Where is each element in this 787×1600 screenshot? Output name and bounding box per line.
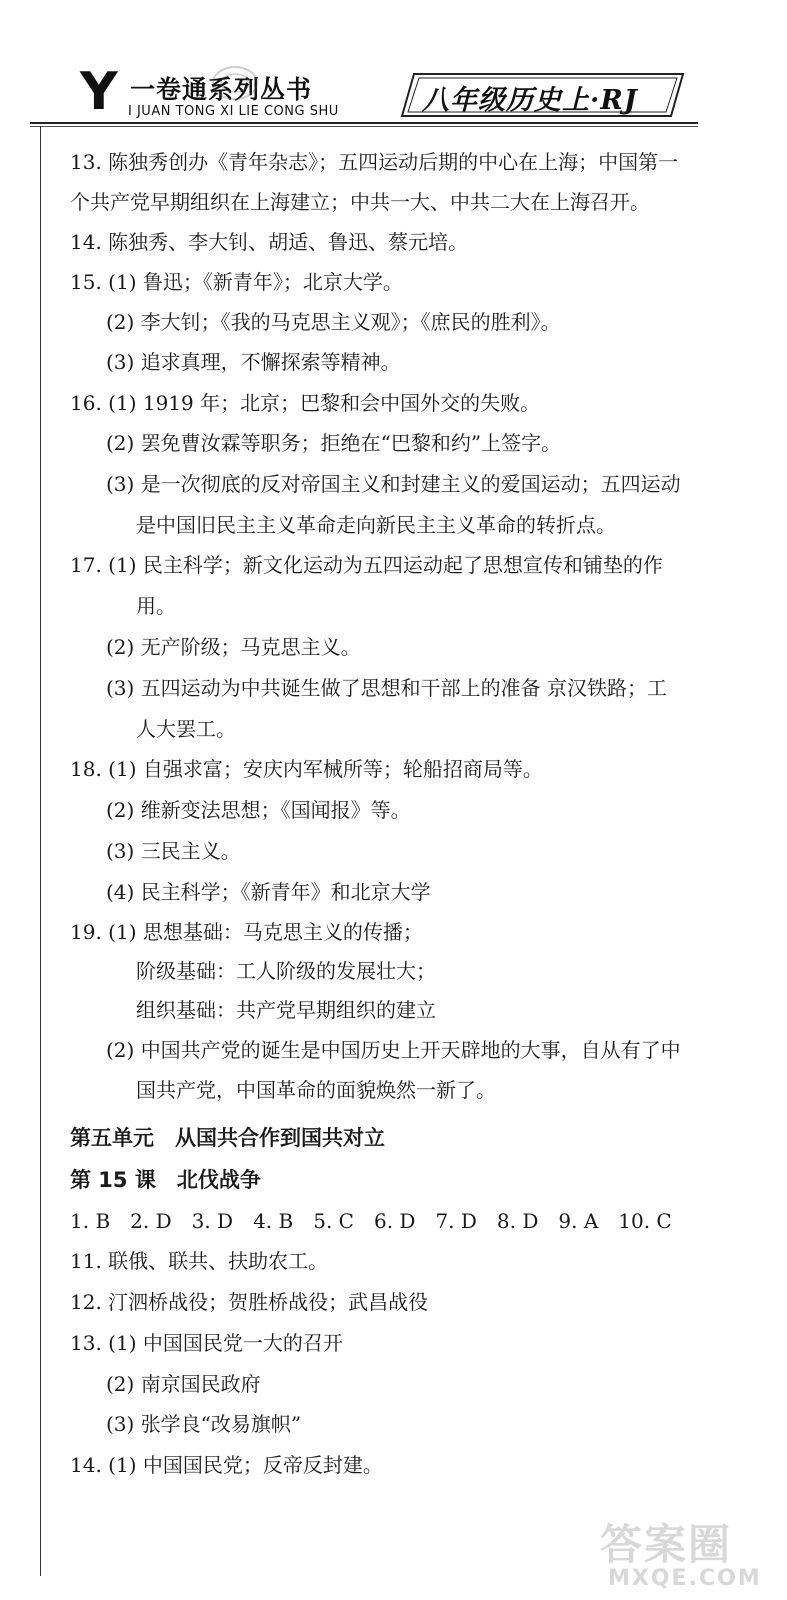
site-watermark [600, 1512, 770, 1592]
answer-line: 人大罢工。 [136, 717, 236, 741]
answer-line: 阶级基础：工人阶级的发展壮大； [136, 959, 436, 983]
left-margin-rule [40, 126, 41, 1576]
answer-line: 国共产党，中国革命的面貌焕然一新了。 [136, 1078, 496, 1102]
answer-line: 14. (1) 中国国民党；反帝反封建。 [70, 1453, 383, 1477]
answer-line: 用。 [136, 594, 176, 618]
answer-line: (3) 五四运动为中共诞生做了思想和干部上的准备 京汉铁路；工 [106, 676, 668, 700]
answer-line: (3) 三民主义。 [106, 839, 241, 863]
answer-line: (2) 无产阶级；马克思主义。 [106, 635, 361, 659]
answer-line: (2) 南京国民政府 [106, 1372, 261, 1396]
answer-line: (2) 罢免曹汝霖等职务；拒绝在“巴黎和约”上签字。 [106, 431, 562, 455]
watermark-logo-text: 答案圈 [600, 1520, 733, 1569]
answer-line: (3) 张学良“改易旗帜” [106, 1412, 302, 1436]
series-title: 一卷通系列丛书 [130, 75, 313, 104]
watermark-domain-text: MXQE.COM [608, 1566, 762, 1591]
seal-icon [210, 64, 260, 102]
answer-line: (2) 李大钊；《我的马克思主义观》；《庶民的胜利》。 [106, 310, 561, 334]
answer-line: 组织基础：共产党早期组织的建立 [136, 998, 436, 1022]
page-header [0, 0, 787, 128]
answer-line: (3) 追求真理，不懈探索等精神。 [106, 350, 401, 374]
header-rule [30, 122, 698, 124]
series-logo-letter: Y [80, 62, 118, 122]
answer-line: 13. (1) 中国国民党一大的召开 [70, 1331, 343, 1355]
answer-line: 18. (1) 自强求富；安庆内军械所等；轮船招商局等。 [70, 757, 543, 781]
grade-label-box [400, 72, 685, 118]
answer-line: 个共产党早期组织在上海建立；中共一大、中共二大在上海召开。 [70, 190, 650, 214]
section-heading: 第 15 课 北伐战争 [70, 1168, 261, 1192]
answer-line: (2) 中国共产党的诞生是中国历史上开天辟地的大事，自从有了中 [106, 1038, 681, 1062]
answer-line: 13. 陈独秀创办《青年杂志》；五四运动后期的中心在上海；中国第一 [70, 150, 679, 174]
grade-label: 八年级历史上·RJ [422, 85, 638, 116]
answer-line: 11. 联俄、联共、扶助农工。 [70, 1249, 329, 1273]
answer-line: 12. 汀泗桥战役；贺胜桥战役；武昌战役 [70, 1290, 429, 1314]
answer-line: 19. (1) 思想基础：马克思主义的传播； [70, 920, 423, 944]
answer-line: (4) 民主科学；《新青年》和北京大学 [106, 880, 431, 904]
section-heading: 第五单元 从国共合作到国共对立 [70, 1126, 385, 1150]
answer-line: 1. B 2. D 3. D 4. B 5. C 6. D 7. D 8. D 9. A 10. C [70, 1209, 672, 1233]
answer-line: 17. (1) 民主科学；新文化运动为五四运动起了思想宣传和铺垫的作 [70, 553, 663, 577]
answer-line: 是中国旧民主主义革命走向新民主主义革命的转折点。 [136, 513, 616, 537]
answer-line: 16. (1) 1919 年；北京；巴黎和会中国外交的失败。 [70, 391, 541, 415]
answer-line: (2) 维新变法思想；《国闻报》等。 [106, 798, 411, 822]
series-pinyin: I JUAN TONG XI LIE CONG SHU [128, 104, 339, 119]
answer-line: 14. 陈独秀、李大钊、胡适、鲁迅、蔡元培。 [70, 230, 469, 254]
header-rule-thin [30, 126, 698, 127]
answer-line: 15. (1) 鲁迅；《新青年》；北京大学。 [70, 270, 403, 294]
answer-line: (3) 是一次彻底的反对帝国主义和封建主义的爱国运动；五四运动 [106, 472, 681, 496]
